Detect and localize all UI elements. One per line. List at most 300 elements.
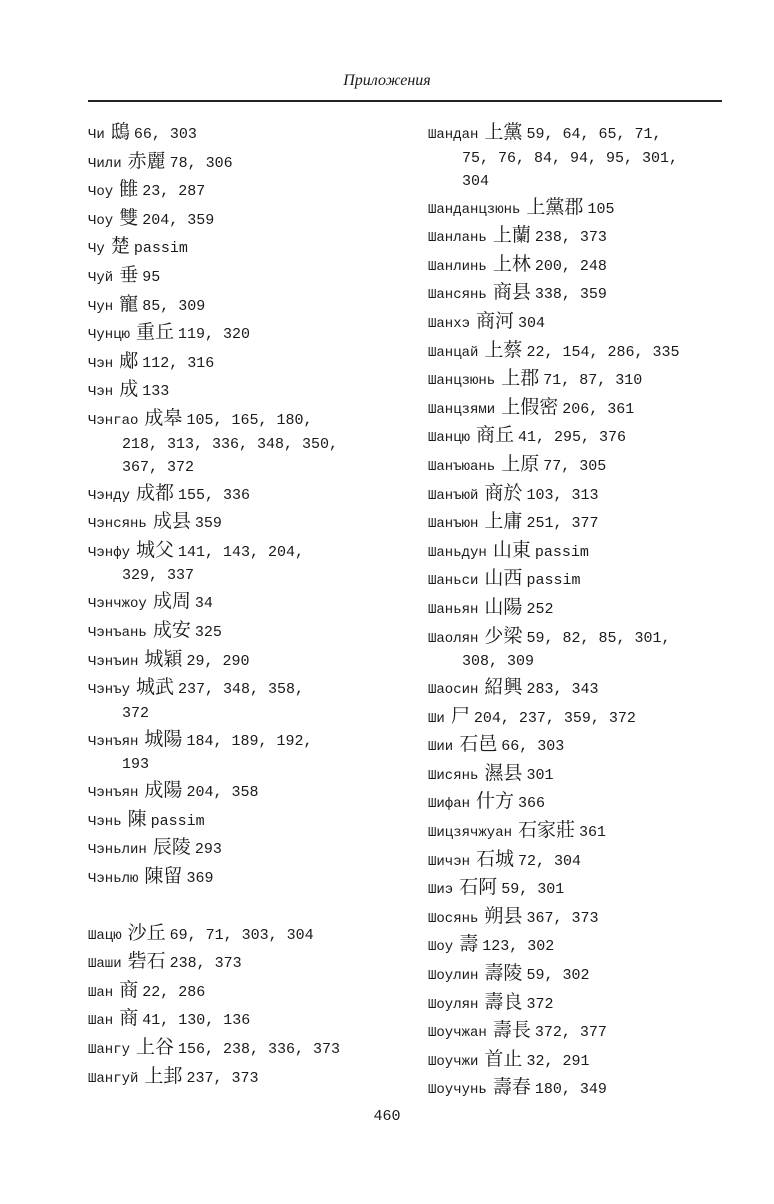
entry-characters: 上郡: [501, 367, 540, 390]
entry-characters: 石城: [476, 847, 515, 870]
entry-line: [428, 1045, 758, 1074]
entry-pages: 69, 71, 303, 304: [169, 926, 314, 944]
entry-pages: 369: [186, 870, 214, 888]
entry-pages: 237, 373: [186, 1069, 259, 1087]
entry-pages: 72, 304: [518, 852, 582, 870]
entry-characters: 成陽: [144, 779, 183, 802]
entry-pages: 238, 373: [169, 955, 242, 973]
entry-line: [428, 845, 758, 874]
entry-characters: 赤麗: [127, 149, 166, 172]
entry-line: [428, 364, 758, 393]
entry-line: [88, 536, 418, 565]
index-entry: [88, 976, 418, 1005]
entry-line: [88, 318, 418, 347]
entry-term: Шанцай: [428, 344, 479, 361]
entry-term: Шанлань: [428, 230, 487, 247]
entry-characters: 成皋: [144, 406, 183, 429]
entry-pages-continuation: 329, 337: [122, 567, 195, 585]
entry-line: [88, 232, 418, 261]
entry-pages: 41, 130, 136: [142, 1012, 251, 1030]
entry-term: Чэнъян: [88, 733, 139, 750]
index-entry: [88, 175, 418, 204]
entry-pages: 103, 313: [526, 486, 599, 504]
index-entry: [88, 947, 418, 976]
entry-line: [88, 1062, 418, 1091]
index-entry: [88, 232, 418, 261]
entry-pages: 112, 316: [142, 354, 215, 372]
entry-line: [88, 404, 418, 433]
entry-characters: 辰陵: [152, 836, 191, 859]
entry-term: Шанцю: [428, 430, 471, 447]
entry-line: [88, 204, 418, 233]
entry-pages: passim: [150, 812, 205, 830]
entry-characters: 楚: [110, 235, 130, 258]
entry-characters: 上谷: [136, 1036, 175, 1059]
entry-term: Шацю: [88, 927, 122, 944]
header-rule: [88, 100, 722, 102]
entry-pages: 59, 64, 65, 71,: [526, 126, 662, 143]
entry-pages: 85, 309: [142, 297, 206, 315]
entry-characters: 什方: [476, 790, 515, 813]
entry-characters: 上邽: [144, 1064, 183, 1087]
index-entry: [88, 805, 418, 834]
entry-term: Ши: [428, 710, 445, 727]
entry-term: Чэнфу: [88, 544, 131, 561]
entry-line: [88, 587, 418, 616]
entry-line: [428, 278, 758, 307]
index-entry: [88, 1004, 418, 1033]
entry-term: Чэнгао: [88, 412, 139, 429]
entry-characters: 成县: [152, 510, 191, 533]
entry-pages: 119, 320: [178, 326, 251, 344]
entry-term: Шосянь: [428, 910, 479, 927]
entry-pages: 59, 301: [501, 881, 565, 899]
entry-line: [428, 873, 758, 902]
entry-pages: 141, 143, 204,: [178, 543, 305, 561]
entry-term: Шаосин: [428, 682, 479, 699]
entry-line: [428, 787, 758, 816]
index-entry: [428, 221, 758, 250]
entry-characters: 上蔡: [484, 338, 523, 361]
entry-characters: 少梁: [484, 624, 523, 647]
entry-characters: 壽長: [492, 1019, 531, 1042]
index-entry: [428, 536, 758, 565]
entry-term: Шандан: [428, 127, 479, 143]
index-entry: [428, 702, 758, 731]
entry-pages: 238, 373: [534, 229, 607, 247]
entry-line: [428, 1016, 758, 1045]
entry-term: Шии: [428, 739, 454, 756]
index-entry: [428, 902, 758, 931]
entry-pages: 23, 287: [142, 183, 206, 201]
index-entry: [88, 536, 418, 588]
entry-line: [88, 375, 418, 404]
entry-characters: 上假密: [501, 395, 559, 418]
entry-characters: 上原: [501, 452, 540, 475]
index-entry: [428, 759, 758, 788]
entry-term: Шанхэ: [428, 315, 471, 332]
entry-term: Чу: [88, 241, 105, 258]
index-entry: [88, 290, 418, 319]
entry-pages-continuation: 193: [122, 756, 150, 774]
entry-pages: 29, 290: [186, 652, 250, 670]
entry-pages: 204, 237, 359, 372: [473, 709, 636, 727]
entry-characters: 成都: [136, 481, 175, 504]
entry-term: Чэнчжоу: [88, 596, 147, 613]
entry-term: Чэньлю: [88, 871, 139, 888]
entry-term: Чи: [88, 127, 105, 143]
entry-term: Чуй: [88, 269, 114, 286]
entry-pages: 204, 358: [186, 784, 259, 802]
index-entry: [428, 450, 758, 479]
entry-pages-continuation: 308, 309: [462, 653, 535, 671]
entry-line: [88, 175, 418, 204]
index-entry: [428, 988, 758, 1017]
entry-pages-continuation: 367, 372: [122, 458, 195, 476]
entry-line: [428, 930, 758, 959]
index-entry: [88, 375, 418, 404]
entry-pages: 325: [194, 623, 222, 641]
entry-line: [428, 902, 758, 931]
index-column-left: [88, 118, 418, 1090]
entry-characters: 尸: [450, 704, 470, 727]
index-entry: [88, 673, 418, 725]
index-entry: [428, 622, 758, 674]
index-entry: [428, 816, 758, 845]
entry-line: [88, 261, 418, 290]
entry-characters: 濕县: [484, 761, 523, 784]
entry-characters: 商: [119, 978, 139, 1001]
entry-pages: 66, 303: [501, 738, 565, 756]
entry-characters: 壽良: [484, 990, 523, 1013]
entry-term: Шаньси: [428, 573, 479, 590]
entry-characters: 成: [119, 378, 139, 401]
entry-term: Чэнъань: [88, 624, 147, 641]
entry-term: Шаши: [88, 956, 122, 973]
entry-term: Чоу: [88, 184, 114, 201]
entry-line: [428, 221, 758, 250]
index-entry: [88, 833, 418, 862]
entry-pages: 304: [518, 314, 546, 332]
entry-pages: 133: [142, 383, 170, 401]
entry-characters: 寵: [119, 292, 139, 315]
entry-characters: 城陽: [144, 727, 183, 750]
entry-line: [88, 645, 418, 674]
entry-pages: 251, 377: [526, 515, 599, 533]
index-entry: [428, 193, 758, 222]
index-entry: [88, 616, 418, 645]
index-entry: [88, 404, 418, 479]
entry-characters: 陳留: [144, 865, 183, 888]
entry-line: [428, 673, 758, 702]
entry-term: Шоучжан: [428, 1025, 487, 1042]
page-number: 460: [373, 1108, 401, 1125]
entry-term: Чун: [88, 298, 114, 315]
entry-term: Шангу: [88, 1042, 131, 1059]
index-entry: [428, 564, 758, 593]
entry-characters: 上蘭: [492, 224, 531, 247]
entry-line: [428, 593, 758, 622]
entry-pages: passim: [534, 543, 589, 561]
index-entry: [428, 118, 758, 193]
entry-line: [88, 673, 418, 702]
entry-characters: 陳: [127, 807, 147, 830]
entry-term: Чэнь: [88, 813, 122, 830]
entry-term: Чоу: [88, 212, 114, 229]
entry-line: [88, 147, 418, 176]
entry-line: [88, 725, 418, 754]
entry-line: [88, 776, 418, 805]
entry-term: Шаньдун: [428, 544, 487, 561]
entry-characters: 雔: [119, 178, 139, 201]
entry-pages: 367, 373: [526, 909, 599, 927]
entry-term: Шицзячжуан: [428, 825, 513, 842]
entry-pages: 77, 305: [543, 457, 607, 475]
entry-term: Чили: [88, 155, 122, 172]
entry-pages: 361: [579, 824, 607, 842]
entry-line: [88, 976, 418, 1005]
entry-line: [428, 816, 758, 845]
entry-characters: 垂: [119, 263, 139, 286]
entry-characters: 砦石: [127, 950, 166, 973]
entry-term: Шанъюн: [428, 516, 479, 533]
index-entry: [88, 147, 418, 176]
entry-pages: 59, 302: [526, 967, 590, 985]
entry-pages-continuation: 304: [462, 172, 490, 190]
entry-pages: 359: [194, 515, 222, 533]
entry-pages-continuation: 218, 313, 336, 348, 350,: [122, 435, 339, 453]
entry-pages: 22, 286: [142, 983, 206, 1001]
entry-line: [428, 622, 758, 651]
index-entry: [88, 1033, 418, 1062]
index-entry: [428, 1045, 758, 1074]
entry-term: Шаньян: [428, 601, 479, 618]
index-entry: [88, 204, 418, 233]
entry-characters: 城穎: [144, 647, 183, 670]
entry-characters: 石邑: [459, 733, 498, 756]
index-entry: [428, 1073, 758, 1102]
entry-line: [88, 347, 418, 376]
entry-line: [88, 805, 418, 834]
entry-term: Чэнду: [88, 487, 131, 504]
entry-characters: 商於: [484, 481, 523, 504]
index-entry: [88, 318, 418, 347]
entry-characters: 上林: [492, 252, 531, 275]
entry-term: Чэн: [88, 384, 114, 401]
entry-pages: 180, 349: [534, 1081, 607, 1099]
index-entry: [88, 645, 418, 674]
entry-characters: 上黨: [484, 121, 523, 143]
entry-line: [428, 507, 758, 536]
entry-characters: 商县: [492, 281, 531, 304]
entry-term: Шисянь: [428, 767, 479, 784]
entry-term: Шансянь: [428, 287, 487, 304]
entry-line: [88, 118, 418, 147]
entry-characters: 成安: [152, 618, 191, 641]
entry-pages: 338, 359: [534, 286, 607, 304]
entry-term: Шанданцзюнь: [428, 201, 521, 218]
index-entry: [428, 787, 758, 816]
entry-line: [88, 1033, 418, 1062]
entry-characters: 成周: [152, 590, 191, 613]
entry-term: Шифан: [428, 796, 471, 813]
entry-line: [428, 959, 758, 988]
entry-pages: 22, 154, 286, 335: [526, 343, 680, 361]
index-entry: [88, 479, 418, 508]
index-entry: [428, 307, 758, 336]
index-entry: [88, 507, 418, 536]
entry-characters: 雙: [119, 206, 139, 229]
entry-characters: 壽春: [492, 1076, 531, 1099]
entry-pages: 66, 303: [133, 126, 197, 143]
index-entry: [88, 1062, 418, 1091]
entry-pages: 372: [526, 995, 554, 1013]
entry-characters: 壽陵: [484, 962, 523, 985]
entry-line: [428, 730, 758, 759]
entry-term: Чэн: [88, 355, 114, 372]
index-entry: [428, 730, 758, 759]
entry-line: [88, 833, 418, 862]
entry-characters: 山東: [492, 538, 531, 561]
entry-pages: passim: [526, 572, 581, 590]
entry-pages: 32, 291: [526, 1052, 590, 1070]
entry-line: [428, 479, 758, 508]
index-entry: [88, 919, 418, 948]
index-entry: [88, 118, 418, 147]
entry-characters: 商: [119, 1007, 139, 1030]
entry-term: Чэнъу: [88, 682, 131, 699]
section-gap: [88, 891, 418, 919]
entry-line: [428, 702, 758, 731]
entry-characters: 商丘: [476, 424, 515, 447]
index-entry: [428, 873, 758, 902]
entry-characters: 上黨郡: [526, 195, 584, 218]
entry-pages: 200, 248: [534, 257, 607, 275]
entry-pages: 123, 302: [482, 938, 555, 956]
entry-line: [428, 250, 758, 279]
entry-pages: passim: [133, 240, 188, 258]
entry-pages: 71, 87, 310: [543, 372, 643, 390]
entry-term: Чунцю: [88, 327, 131, 344]
entry-characters: 壽: [459, 933, 479, 956]
index-entry: [88, 347, 418, 376]
entry-term: Шанлинь: [428, 258, 487, 275]
entry-pages: 184, 189, 192,: [186, 732, 313, 750]
entry-line: [428, 564, 758, 593]
index-column-right: [428, 118, 758, 1102]
entry-term: Шанцзями: [428, 401, 496, 418]
entry-pages-continuation: 372: [122, 704, 150, 722]
entry-pages: 204, 359: [142, 211, 215, 229]
index-entry: [428, 278, 758, 307]
entry-line: [88, 616, 418, 645]
entry-line: [428, 1073, 758, 1102]
index-entry: [428, 1016, 758, 1045]
entry-term: Шанъюань: [428, 458, 496, 475]
entry-line: [88, 507, 418, 536]
entry-pages: 105: [587, 200, 615, 218]
entry-term: Шоу: [428, 939, 454, 956]
entry-line: [88, 1004, 418, 1033]
entry-line: [88, 862, 418, 891]
entry-characters: 朔县: [484, 904, 523, 927]
index-entry: [428, 479, 758, 508]
entry-pages: 95: [142, 268, 161, 286]
index-entry: [428, 336, 758, 365]
entry-pages: 105, 165, 180,: [186, 411, 313, 429]
index-entry: [88, 587, 418, 616]
entry-line: [428, 118, 758, 147]
entry-line: [428, 450, 758, 479]
entry-pages: 41, 295, 376: [518, 429, 627, 447]
entry-term: Шоучунь: [428, 1082, 487, 1099]
entry-line: [428, 307, 758, 336]
entry-term: Шиэ: [428, 882, 454, 899]
entry-pages: 206, 361: [562, 400, 635, 418]
entry-pages: 301: [526, 766, 554, 784]
entry-pages-continuation: 75, 76, 84, 94, 95, 301,: [462, 149, 679, 167]
entry-line: [88, 479, 418, 508]
entry-line: [428, 536, 758, 565]
index-entry: [428, 959, 758, 988]
entry-term: Шангуй: [88, 1070, 139, 1087]
entry-pages: 372, 377: [534, 1024, 607, 1042]
entry-line: [428, 421, 758, 450]
entry-term: Шичэн: [428, 853, 471, 870]
entry-characters: 首止: [484, 1047, 523, 1070]
entry-term: Шоучжи: [428, 1053, 479, 1070]
entry-characters: 紹興: [484, 676, 523, 699]
entry-pages: 78, 306: [169, 154, 233, 172]
entry-characters: 城武: [136, 676, 175, 699]
entry-pages: 293: [194, 841, 222, 859]
index-entry: [428, 673, 758, 702]
entry-characters: 沙丘: [127, 921, 166, 944]
entry-pages: 156, 238, 336, 373: [178, 1041, 341, 1059]
entry-term: Шан: [88, 1013, 114, 1030]
entry-line: [88, 947, 418, 976]
entry-pages: 34: [194, 595, 213, 613]
entry-characters: 山西: [484, 567, 523, 590]
entry-line: [428, 393, 758, 422]
entry-term: Шаолян: [428, 630, 479, 647]
entry-term: Шан: [88, 984, 114, 1001]
entry-characters: 城父: [136, 538, 175, 561]
index-entry: [88, 862, 418, 891]
index-entry: [428, 845, 758, 874]
entry-pages: 155, 336: [178, 486, 251, 504]
entry-characters: 郕: [119, 349, 139, 372]
index-entry: [428, 393, 758, 422]
entry-pages: 237, 348, 358,: [178, 681, 305, 699]
entry-line: [88, 919, 418, 948]
index-entry: [428, 930, 758, 959]
entry-term: Чэнъин: [88, 653, 139, 670]
entry-pages: 59, 82, 85, 301,: [526, 629, 671, 647]
entry-characters: 重丘: [136, 321, 175, 344]
entry-characters: 鴟: [110, 121, 130, 143]
entry-pages: 252: [526, 600, 554, 618]
entry-term: Чэнсянь: [88, 516, 147, 533]
entry-term: Чэнъян: [88, 785, 139, 802]
index-entry: [428, 250, 758, 279]
index-entry: [88, 261, 418, 290]
entry-line: [88, 290, 418, 319]
entry-pages: 366: [518, 795, 546, 813]
entry-characters: 石阿: [459, 876, 498, 899]
entry-line: [428, 336, 758, 365]
entry-term: Шанцзюнь: [428, 373, 496, 390]
